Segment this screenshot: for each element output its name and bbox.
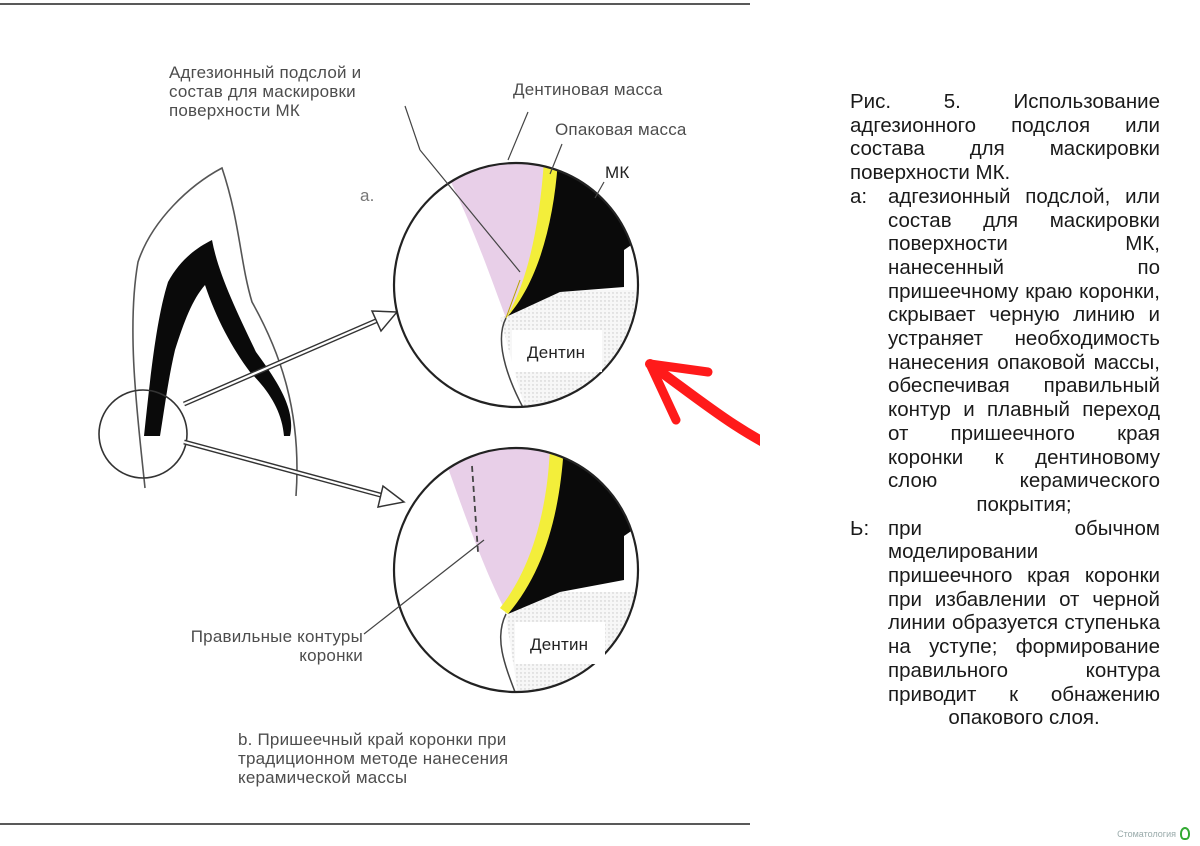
- caption-item-a: [850, 185, 1160, 517]
- label-panel-a: a.: [360, 186, 375, 205]
- tooth-icon: [1180, 827, 1190, 840]
- red-annotation-arrow: [650, 364, 760, 494]
- label-dentin-b: Дентин: [530, 635, 589, 654]
- caption-item-a-marker: а:: [850, 184, 868, 208]
- label-panel-b-caption: b. Пришеечный край коронки при традиционном методе нанесения керамической массы: [238, 730, 509, 787]
- pointer-arrow-top: [184, 311, 397, 404]
- caption-item-a-text: адгезионный подслой, или состав для маскировки поверхности МК, нанесенный по пришеечному краю коронки, скрывает черную линию и устраняет необходимость нанесения опаковой массы, обеспечивая правильный контур и плавный переход от пришеечного края коронки к дентиновому слою керамического покрытия;: [888, 184, 1160, 516]
- watermark: [1117, 827, 1190, 840]
- label-correct-contours: Правильные контуры коронки: [190, 627, 363, 665]
- label-opaque-mass: Опаковая масса: [555, 120, 687, 139]
- label-dentin-mass: Дентиновая масса: [513, 80, 663, 99]
- caption-item-b-text: при обычном моделировании пришеечного края коронки при избавлении от черной линии образуется ступенька на уступе; формирование правильного контура приводит к обнажению опакового слоя.: [888, 516, 1160, 730]
- label-dentin-a: Дентин: [527, 343, 586, 362]
- label-mk: МК: [605, 163, 630, 182]
- figure-caption: [850, 90, 1160, 730]
- pointer-arrow-bottom: [184, 442, 404, 507]
- caption-item-b-marker: Ь:: [850, 516, 870, 540]
- caption-item-b: [850, 517, 1160, 730]
- label-adhesive-layer: Адгезионный подслой и состав для маскировки поверхности МК: [169, 63, 362, 120]
- watermark-text: Стоматология: [1117, 828, 1176, 839]
- caption-title: Рис. 5. Использование адгезионного подслоя или состава для маскировки поверхности МК.: [850, 90, 1160, 185]
- leader-dentin-mass: [508, 112, 528, 160]
